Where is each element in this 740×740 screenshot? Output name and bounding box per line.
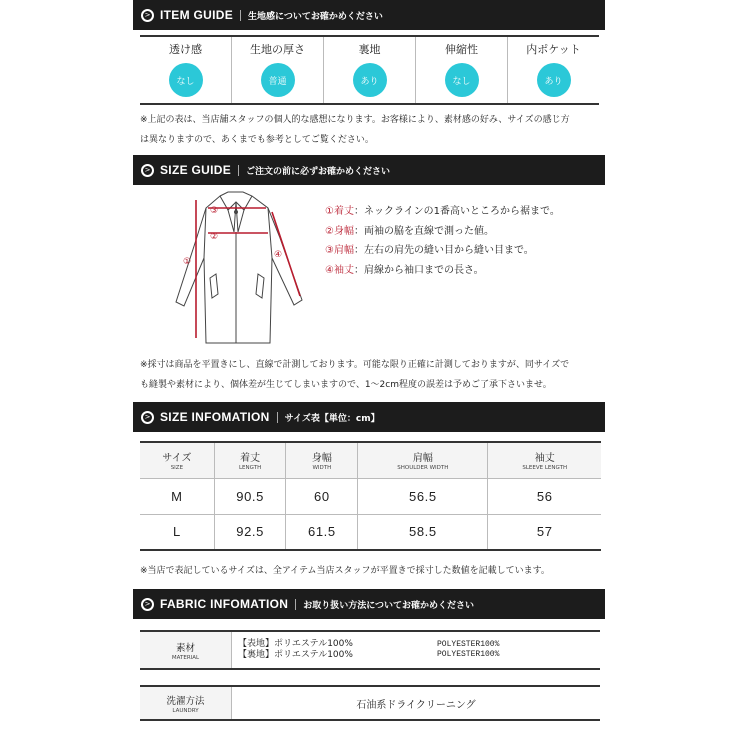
item-guide-note — [140, 110, 600, 150]
table-cell: M — [140, 478, 214, 514]
column-header: サイズ SIZE — [140, 442, 214, 478]
legend-desc: ：肩線から袖口までの長さ。 — [353, 264, 484, 276]
chevron-right-icon: > — [141, 598, 154, 611]
item-guide-header — [133, 0, 605, 30]
guide-label: 裏地 — [358, 43, 381, 56]
table-row — [140, 514, 601, 550]
divider — [277, 412, 278, 423]
material-en: POLYESTER100% POLYESTER100% — [437, 640, 500, 659]
column-header: 袖丈 SLEEVE LENGTH — [488, 442, 601, 478]
table-cell: 61.5 — [286, 514, 358, 550]
guide-value-badge: なし — [169, 63, 203, 97]
section-title: ITEM GUIDE — [160, 8, 234, 22]
table-cell: 92.5 — [214, 514, 286, 550]
size-guide-note — [140, 355, 600, 395]
guide-label: 伸縮性 — [445, 43, 478, 56]
table-cell: 58.5 — [358, 514, 488, 550]
note-line: ※採寸は商品を平置きにし、直線で計測しております。可能な限り正確に計測しておりますが、同サイズで — [140, 360, 570, 370]
guide-value-badge: 普通 — [261, 63, 295, 97]
laundry-value: 石油系ドライクリーニング — [356, 699, 476, 711]
legend-row — [325, 261, 560, 281]
legend-number: ④ — [325, 264, 334, 276]
table-cell: 56.5 — [358, 478, 488, 514]
size-guide-header — [133, 155, 605, 185]
guide-item — [324, 37, 416, 103]
column-header: 肩幅 SHOULDER WIDTH — [358, 442, 488, 478]
size-table — [140, 441, 601, 551]
section-subtitle: サイズ表【単位：cm】 — [284, 413, 380, 424]
legend-number: ③ — [325, 245, 334, 256]
guide-item — [232, 37, 324, 103]
chevron-right-icon: > — [141, 9, 154, 22]
divider — [240, 10, 241, 21]
guide-label: 生地の厚さ — [250, 43, 305, 56]
diagram-mark: ① — [183, 257, 192, 267]
diagram-mark: ③ — [210, 206, 219, 216]
legend-desc: ：両袖の脇を直線で測った値。 — [353, 225, 494, 237]
note-line: は異なりますので、あくまでも参考としてご覧ください。 — [140, 135, 374, 145]
laundry-label: 洗濯方法 LAUNDRY — [140, 687, 232, 719]
size-info-header — [133, 402, 605, 432]
table-cell: L — [140, 514, 214, 550]
legend-number: ① — [325, 206, 334, 217]
section-subtitle: お取り扱い方法についてお確かめください — [303, 600, 475, 611]
guide-label: 透け感 — [169, 43, 202, 56]
legend-desc: ：左右の肩先の縫い目から縫い目まで。 — [353, 245, 534, 256]
material-jp: 【表地】ポリエステル100% 【裏地】ポリエステル100% — [238, 639, 353, 660]
legend-number: ② — [325, 225, 334, 237]
material-row — [140, 630, 600, 670]
material-label: 素材 MATERIAL — [140, 632, 232, 668]
legend-name: 着丈 — [333, 206, 354, 217]
note-line: も縫製や素材により、個体差が生じてしまいますので、1～2cm程度の誤差は予めご了承下さいませ。 — [140, 380, 552, 390]
guide-item — [416, 37, 508, 103]
section-title: SIZE GUIDE — [160, 163, 232, 177]
size-info-note — [140, 561, 600, 581]
note-line: ※上記の表は、当店舗スタッフの個人的な感想になります。お客様により、素材感の好み、サイズの感じ方 — [140, 115, 570, 125]
item-guide-table — [140, 35, 599, 105]
guide-value-badge: なし — [445, 63, 479, 97]
note-line: ※当店で表記しているサイズは、全アイテム当店スタッフが平置きで採寸した数値を記載しています。 — [140, 566, 550, 576]
section-subtitle: ご注文の前に必ずお確かめください — [246, 166, 391, 177]
laundry-row — [140, 685, 600, 721]
table-cell: 60 — [286, 478, 358, 514]
guide-value-badge: あり — [537, 63, 571, 97]
guide-label: 内ポケット — [526, 43, 581, 56]
fabric-header — [133, 589, 605, 619]
coat-diagram-icon — [168, 188, 313, 348]
legend-row — [325, 241, 560, 261]
guide-item — [508, 37, 599, 103]
table-header-row — [140, 442, 601, 478]
table-cell: 57 — [536, 524, 553, 540]
diagram-mark: ④ — [274, 250, 283, 260]
divider — [295, 599, 296, 610]
diagram-mark: ② — [210, 232, 219, 242]
table-cell: 56 — [488, 478, 601, 514]
section-title: SIZE INFOMATION — [160, 410, 270, 424]
divider — [238, 165, 239, 176]
legend-name: 袖丈 — [333, 264, 354, 276]
legend-name: 肩幅 — [333, 245, 354, 256]
column-header: 身幅 WIDTH — [286, 442, 358, 478]
table-cell: 90.5 — [214, 478, 286, 514]
legend-name: 身幅 — [333, 225, 354, 237]
material-value — [232, 632, 600, 668]
section-title: FABRIC INFOMATION — [160, 597, 289, 611]
table-row — [140, 478, 601, 514]
legend-row — [325, 202, 560, 222]
guide-item — [140, 37, 232, 103]
legend-row — [325, 222, 560, 242]
section-subtitle: 生地感についてお確かめください — [248, 11, 383, 22]
guide-value-badge: あり — [353, 63, 387, 97]
chevron-right-icon: > — [141, 411, 154, 424]
size-legend — [325, 202, 560, 280]
legend-desc: ：ネックラインの1番高いところから裾まで。 — [353, 206, 560, 217]
chevron-right-icon: > — [141, 164, 154, 177]
column-header: 着丈 LENGTH — [214, 442, 286, 478]
